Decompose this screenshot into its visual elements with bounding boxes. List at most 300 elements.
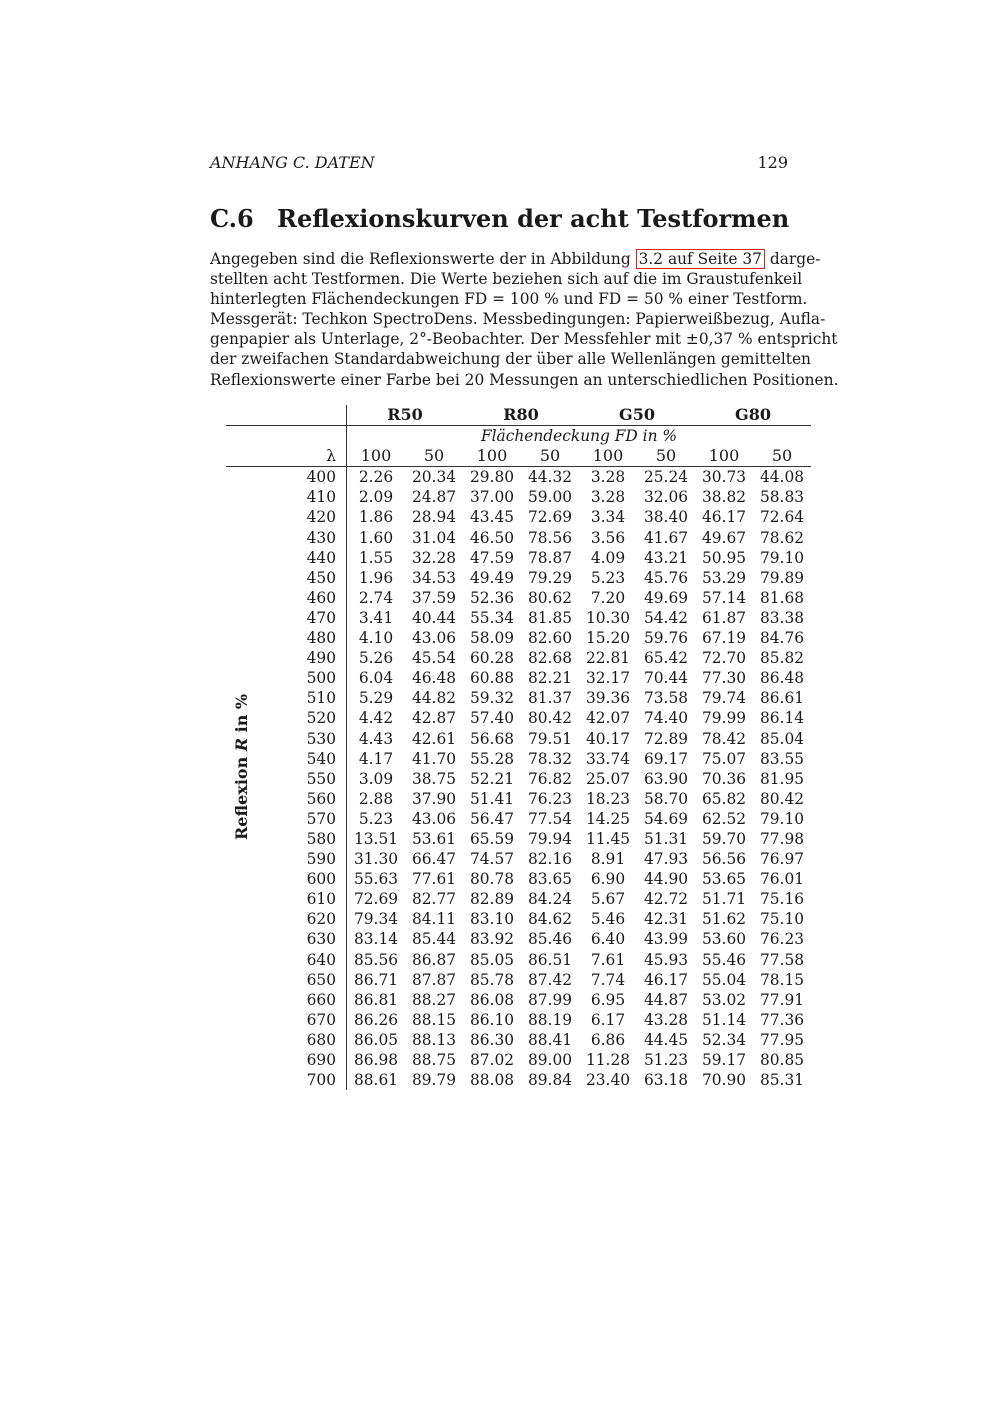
value-cell: 82.60 [527, 629, 573, 648]
value-cell: 78.32 [527, 749, 573, 768]
value-cell: 72.69 [527, 508, 573, 527]
coverage-subheader: 100 [579, 446, 637, 467]
table-row [226, 809, 811, 829]
table-row [226, 467, 811, 488]
intro-line: genpapier als Unterlage, 2°-Beobachter. Der Messfehler mit ±0,37 % entspricht [210, 330, 838, 349]
value-cell: 82.16 [527, 850, 573, 869]
value-cell: 88.75 [411, 1051, 457, 1069]
value-cell: 51.62 [701, 910, 747, 929]
table-row [226, 909, 811, 929]
value-cell: 77.98 [759, 829, 805, 848]
value-cell: 65.42 [643, 649, 689, 668]
value-cell: 86.10 [469, 1010, 515, 1029]
table-row [226, 487, 811, 507]
value-cell: 54.42 [643, 608, 689, 627]
value-cell: 79.10 [759, 809, 805, 828]
value-cell: 83.92 [469, 930, 515, 949]
value-cell: 69.17 [643, 749, 689, 768]
value-cell: 49.69 [643, 588, 689, 607]
value-cell: 53.29 [701, 568, 747, 587]
coverage-subheader: 50 [405, 446, 463, 467]
value-cell: 76.97 [759, 850, 805, 869]
value-cell: 43.06 [411, 809, 457, 828]
value-cell: 39.36 [585, 689, 631, 708]
value-cell: 84.24 [527, 890, 573, 909]
value-cell: 55.04 [701, 970, 747, 989]
value-cell: 89.79 [411, 1071, 457, 1090]
value-cell: 52.21 [469, 769, 515, 788]
value-cell: 77.54 [527, 809, 573, 828]
value-cell: 83.55 [759, 749, 805, 768]
value-cell: 32.17 [585, 669, 631, 688]
value-cell: 23.40 [585, 1071, 631, 1090]
value-cell: 7.20 [590, 588, 626, 607]
value-cell: 88.15 [411, 1010, 457, 1029]
value-cell: 87.42 [527, 970, 573, 989]
value-cell: 43.28 [643, 1010, 689, 1029]
value-cell: 47.93 [643, 850, 689, 869]
value-cell: 44.32 [527, 468, 573, 487]
table-row [226, 668, 811, 688]
value-cell: 5.46 [590, 910, 626, 929]
value-cell: 87.87 [411, 970, 457, 989]
wavelength-cell: 590 [266, 849, 347, 869]
coverage-label: Flächendeckung FD in % [347, 426, 812, 447]
value-cell: 79.74 [701, 689, 747, 708]
value-cell: 46.17 [643, 970, 689, 989]
value-cell: 57.14 [701, 588, 747, 607]
value-cell: 30.73 [701, 468, 747, 487]
value-cell: 31.04 [411, 528, 457, 547]
wavelength-cell: 520 [266, 708, 347, 728]
table-row [226, 608, 811, 628]
value-cell: 87.99 [527, 990, 573, 1009]
wavelength-cell: 500 [266, 668, 347, 688]
value-cell: 76.23 [527, 789, 573, 808]
value-cell: 3.28 [590, 468, 626, 487]
table-row [226, 648, 811, 668]
value-cell: 55.46 [701, 950, 747, 969]
value-cell: 45.54 [411, 649, 457, 668]
value-cell: 41.67 [643, 528, 689, 547]
value-cell: 25.07 [585, 769, 631, 788]
value-cell: 11.28 [585, 1051, 631, 1069]
value-cell: 85.46 [527, 930, 573, 949]
reflectance-table [226, 405, 811, 1090]
section-heading [210, 204, 810, 233]
value-cell: 60.28 [469, 649, 515, 668]
value-cell: 84.76 [759, 629, 805, 648]
table-row [226, 548, 811, 568]
table-row [226, 829, 811, 849]
value-cell: 86.87 [411, 950, 457, 969]
value-cell: 50.95 [701, 548, 747, 567]
value-cell: 59.17 [701, 1051, 747, 1069]
value-cell: 6.40 [590, 930, 626, 949]
y-axis-label-text: Reflexion [232, 751, 251, 840]
value-cell: 4.17 [358, 749, 394, 768]
value-cell: 82.21 [527, 669, 573, 688]
wavelength-cell: 700 [266, 1070, 347, 1090]
value-cell: 44.45 [643, 1030, 689, 1049]
table-row [226, 1010, 811, 1030]
intro-line [210, 249, 821, 269]
value-cell: 41.70 [411, 749, 457, 768]
value-cell: 3.41 [358, 608, 394, 627]
value-cell: 89.84 [527, 1071, 573, 1090]
value-cell: 82.89 [469, 890, 515, 909]
section-title: Reflexionskurven der acht Testformen [277, 204, 790, 233]
wavelength-cell: 430 [266, 528, 347, 548]
value-cell: 72.64 [759, 508, 805, 527]
value-cell: 77.91 [759, 990, 805, 1009]
value-cell: 22.81 [585, 649, 631, 668]
value-cell: 86.81 [353, 990, 399, 1009]
value-cell: 83.10 [469, 910, 515, 929]
value-cell: 3.09 [358, 769, 394, 788]
intro-line: der zweifachen Standardabweichung der über alle Wellenlängen gemittelten [210, 350, 811, 369]
value-cell: 7.74 [590, 970, 626, 989]
table-row [226, 628, 811, 648]
value-cell: 72.69 [353, 890, 399, 909]
group-header-g80: G80 [735, 405, 771, 424]
group-header-row [226, 405, 811, 426]
value-cell: 85.31 [759, 1071, 805, 1090]
wavelength-cell: 650 [266, 970, 347, 990]
value-cell: 86.26 [353, 1010, 399, 1029]
intro-line: Messgerät: Techkon SpectroDens. Messbedingungen: Papierweißbezug, Aufla- [210, 310, 826, 329]
value-cell: 4.42 [358, 709, 394, 728]
value-cell: 80.42 [759, 789, 805, 808]
value-cell: 54.69 [643, 809, 689, 828]
value-cell: 79.51 [527, 729, 573, 748]
value-cell: 76.23 [759, 930, 805, 949]
value-cell: 32.06 [643, 488, 689, 507]
value-cell: 56.68 [469, 729, 515, 748]
value-cell: 32.28 [411, 548, 457, 567]
value-cell: 65.82 [701, 789, 747, 808]
y-axis-label-symbol: R [232, 737, 251, 752]
value-cell: 60.88 [469, 669, 515, 688]
value-cell: 82.77 [411, 890, 457, 909]
value-cell: 5.23 [590, 568, 626, 587]
value-cell: 61.87 [701, 608, 747, 627]
subheader-row [226, 446, 811, 467]
intro-line: Reflexionswerte einer Farbe bei 20 Messungen an unterschiedlichen Positionen. [210, 370, 839, 389]
wavelength-cell: 600 [266, 869, 347, 889]
value-cell: 6.17 [590, 1010, 626, 1029]
value-cell: 49.67 [701, 528, 747, 547]
value-cell: 88.61 [353, 1071, 399, 1090]
value-cell: 82.68 [527, 649, 573, 668]
intro-line: hinterlegten Flächendeckungen FD = 100 % und FD = 50 % einer Testform. [210, 290, 808, 309]
value-cell: 65.59 [469, 829, 515, 848]
value-cell: 86.48 [759, 669, 805, 688]
value-cell: 88.19 [527, 1010, 573, 1029]
value-cell: 46.48 [411, 669, 457, 688]
wavelength-cell: 640 [266, 950, 347, 970]
value-cell: 73.58 [643, 689, 689, 708]
value-cell: 44.90 [643, 870, 689, 889]
value-cell: 34.53 [411, 568, 457, 587]
table-row [226, 990, 811, 1010]
value-cell: 38.75 [411, 769, 457, 788]
table-row [226, 749, 811, 769]
value-cell: 79.99 [701, 709, 747, 728]
value-cell: 72.89 [643, 729, 689, 748]
wavelength-cell: 420 [266, 507, 347, 527]
value-cell: 43.99 [643, 930, 689, 949]
value-cell: 86.14 [759, 709, 805, 728]
chapter-header: ANHANG C. DATEN [210, 153, 375, 172]
value-cell: 18.23 [585, 789, 631, 808]
value-cell: 78.62 [759, 528, 805, 547]
value-cell: 29.80 [469, 468, 515, 487]
value-cell: 80.62 [527, 588, 573, 607]
value-cell: 13.51 [353, 829, 399, 848]
value-cell: 2.88 [358, 789, 394, 808]
coverage-subheader: 100 [695, 446, 753, 467]
value-cell: 56.56 [701, 850, 747, 869]
value-cell: 59.32 [469, 689, 515, 708]
value-cell: 86.30 [469, 1030, 515, 1049]
value-cell: 5.26 [358, 649, 394, 668]
value-cell: 53.61 [411, 829, 457, 848]
value-cell: 45.76 [643, 568, 689, 587]
value-cell: 85.44 [411, 930, 457, 949]
table-row [226, 1050, 811, 1070]
wavelength-cell: 460 [266, 588, 347, 608]
coverage-subheader: 100 [347, 446, 406, 467]
value-cell: 86.05 [353, 1030, 399, 1049]
value-cell: 86.61 [759, 689, 805, 708]
value-cell: 70.44 [643, 669, 689, 688]
wavelength-cell: 560 [266, 789, 347, 809]
value-cell: 20.34 [411, 468, 457, 487]
value-cell: 2.74 [358, 588, 394, 607]
value-cell: 24.87 [411, 488, 457, 507]
value-cell: 85.56 [353, 950, 399, 969]
value-cell: 70.90 [701, 1071, 747, 1090]
coverage-subheader: 50 [521, 446, 579, 467]
table-row [226, 950, 811, 970]
table-row [226, 1030, 811, 1050]
value-cell: 78.42 [701, 729, 747, 748]
table-row [226, 869, 811, 889]
value-cell: 2.26 [358, 468, 394, 487]
value-cell: 55.34 [469, 608, 515, 627]
value-cell: 6.90 [590, 870, 626, 889]
value-cell: 88.13 [411, 1030, 457, 1049]
value-cell: 1.86 [358, 508, 394, 527]
value-cell: 77.36 [759, 1010, 805, 1029]
value-cell: 33.74 [585, 749, 631, 768]
coverage-subheader: 50 [637, 446, 695, 467]
wavelength-cell: 490 [266, 648, 347, 668]
value-cell: 49.49 [469, 568, 515, 587]
value-cell: 53.65 [701, 870, 747, 889]
wavelength-cell: 530 [266, 729, 347, 749]
table-row [226, 507, 811, 527]
table-row [226, 769, 811, 789]
value-cell: 40.17 [585, 729, 631, 748]
wavelength-cell: 450 [266, 568, 347, 588]
value-cell: 15.20 [585, 629, 631, 648]
wavelength-cell: 410 [266, 487, 347, 507]
value-cell: 88.41 [527, 1030, 573, 1049]
table-row [226, 789, 811, 809]
wavelength-cell: 610 [266, 889, 347, 909]
wavelength-cell: 620 [266, 909, 347, 929]
value-cell: 74.40 [643, 709, 689, 728]
value-cell: 88.08 [469, 1071, 515, 1090]
value-cell: 75.07 [701, 749, 747, 768]
wavelength-cell: 510 [266, 688, 347, 708]
table-row [226, 889, 811, 909]
value-cell: 1.60 [358, 528, 394, 547]
value-cell: 43.45 [469, 508, 515, 527]
value-cell: 67.19 [701, 629, 747, 648]
value-cell: 81.37 [527, 689, 573, 708]
wavelength-cell: 540 [266, 749, 347, 769]
value-cell: 42.72 [643, 890, 689, 909]
coverage-subheader: 100 [463, 446, 521, 467]
value-cell: 4.43 [358, 729, 394, 748]
table-row [226, 729, 811, 749]
table-row [226, 1070, 811, 1090]
value-cell: 81.85 [527, 608, 573, 627]
value-cell: 80.42 [527, 709, 573, 728]
value-cell: 42.07 [585, 709, 631, 728]
figure-reference-link[interactable]: 3.2 auf Seite 37 [636, 249, 765, 269]
value-cell: 78.15 [759, 970, 805, 989]
value-cell: 59.70 [701, 829, 747, 848]
value-cell: 25.24 [643, 468, 689, 487]
table-row [226, 849, 811, 869]
value-cell: 55.63 [353, 870, 399, 889]
value-cell: 51.31 [643, 829, 689, 848]
table-row [226, 708, 811, 728]
table-row [226, 528, 811, 548]
value-cell: 84.11 [411, 910, 457, 929]
coverage-subheader: 50 [753, 446, 811, 467]
group-header-r50: R50 [387, 405, 423, 424]
value-cell: 37.00 [469, 488, 515, 507]
running-head [210, 153, 788, 177]
table-row [226, 688, 811, 708]
value-cell: 87.02 [469, 1051, 515, 1069]
value-cell: 6.95 [590, 990, 626, 1009]
value-cell: 44.82 [411, 689, 457, 708]
value-cell: 5.29 [358, 689, 394, 708]
value-cell: 56.47 [469, 809, 515, 828]
lambda-header: λ [266, 446, 347, 467]
wavelength-cell: 670 [266, 1010, 347, 1030]
value-cell: 3.56 [590, 528, 626, 547]
value-cell: 81.68 [759, 588, 805, 607]
value-cell: 79.10 [759, 548, 805, 567]
coverage-header-row [226, 426, 811, 447]
value-cell: 63.90 [643, 769, 689, 788]
value-cell: 44.87 [643, 990, 689, 1009]
value-cell: 55.28 [469, 749, 515, 768]
value-cell: 80.85 [759, 1051, 805, 1069]
wavelength-cell: 690 [266, 1050, 347, 1070]
value-cell: 75.16 [759, 890, 805, 909]
value-cell: 79.94 [527, 829, 573, 848]
value-cell: 89.00 [527, 1051, 573, 1069]
value-cell: 59.00 [527, 488, 573, 507]
table-row [226, 588, 811, 608]
y-axis-label [232, 694, 251, 840]
value-cell: 59.76 [643, 629, 689, 648]
wavelength-cell: 480 [266, 628, 347, 648]
value-cell: 11.45 [585, 829, 631, 848]
value-cell: 51.23 [643, 1051, 689, 1069]
intro-text: darge- [769, 250, 821, 268]
group-header-g50: G50 [619, 405, 655, 424]
wavelength-cell: 550 [266, 769, 347, 789]
value-cell: 51.14 [701, 1010, 747, 1029]
value-cell: 51.71 [701, 890, 747, 909]
intro-line: stellten acht Testformen. Die Werte beziehen sich auf die im Graustufenkeil [210, 270, 803, 289]
value-cell: 70.36 [701, 769, 747, 788]
value-cell: 58.09 [469, 629, 515, 648]
table-row [226, 970, 811, 990]
value-cell: 52.36 [469, 588, 515, 607]
value-cell: 77.61 [411, 870, 457, 889]
value-cell: 37.59 [411, 588, 457, 607]
value-cell: 5.67 [590, 890, 626, 909]
y-axis-label-unit: in % [232, 693, 251, 738]
value-cell: 42.87 [411, 709, 457, 728]
value-cell: 72.70 [701, 649, 747, 668]
value-cell: 38.82 [701, 488, 747, 507]
value-cell: 58.83 [759, 488, 805, 507]
value-cell: 42.31 [643, 910, 689, 929]
value-cell: 14.25 [585, 809, 631, 828]
value-cell: 1.55 [358, 548, 394, 567]
value-cell: 80.78 [469, 870, 515, 889]
table-body [226, 467, 811, 1090]
value-cell: 77.30 [701, 669, 747, 688]
value-cell: 53.02 [701, 990, 747, 1009]
value-cell: 85.78 [469, 970, 515, 989]
value-cell: 5.23 [358, 809, 394, 828]
value-cell: 51.41 [469, 789, 515, 808]
value-cell: 58.70 [643, 789, 689, 808]
table-row [226, 929, 811, 949]
wavelength-cell: 630 [266, 929, 347, 949]
value-cell: 84.62 [527, 910, 573, 929]
value-cell: 7.61 [590, 950, 626, 969]
value-cell: 77.95 [759, 1030, 805, 1049]
value-cell: 57.40 [469, 709, 515, 728]
value-cell: 43.06 [411, 629, 457, 648]
table-row [226, 568, 811, 588]
value-cell: 43.21 [643, 548, 689, 567]
wavelength-cell: 680 [266, 1030, 347, 1050]
value-cell: 45.93 [643, 950, 689, 969]
value-cell: 2.09 [358, 488, 394, 507]
intro-text: Angegeben sind die Reflexionswerte der in Abbildung [210, 250, 631, 268]
value-cell: 66.47 [411, 850, 457, 869]
value-cell: 83.65 [527, 870, 573, 889]
value-cell: 4.10 [358, 629, 394, 648]
value-cell: 85.82 [759, 649, 805, 668]
wavelength-cell: 660 [266, 990, 347, 1010]
value-cell: 6.04 [358, 669, 394, 688]
